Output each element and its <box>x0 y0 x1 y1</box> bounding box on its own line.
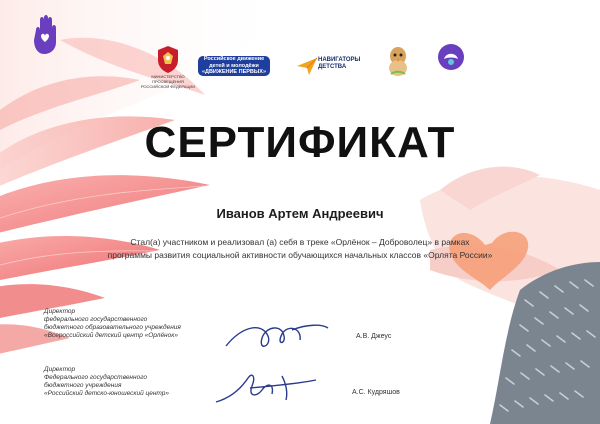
body-line: Стал(а) участником и реализовал (а) себя в треке «Орлёнок – Доброволец» в рамках <box>130 237 470 247</box>
ministry-label: МИНИСТЕРСТВО ПРОСВЕЩЕНИЯ РОССИЙСКОЙ ФЕДЕРАЦИИ <box>140 74 196 89</box>
movement-logo: Российское движение детей и молодёжи «ДВИЖЕНИЕ ПЕРВЫХ» <box>198 56 270 76</box>
program-label-lines <box>424 72 478 77</box>
recipient-name: Иванов Артем Андреевич <box>216 206 384 221</box>
orlyata-program-icon <box>436 42 466 72</box>
volunteer-hand-icon <box>30 14 62 56</box>
orlyata-mascot-icon <box>386 44 410 78</box>
signatory-1-signature <box>222 316 332 356</box>
body-line: программы развития социальной активности обучающихся начальных классов «Орлята России» <box>107 250 493 260</box>
navigators-arrow-icon <box>296 56 318 76</box>
signatory-2-signature <box>212 368 322 408</box>
signatory-2-name: А.С. Кудряшов <box>352 389 400 396</box>
certificate-body <box>60 236 540 262</box>
signatory-1-position: Директор федерального государственного бюджетного образовательного учреждения «Всероссийский детский центр «Орлёнок» <box>44 308 181 339</box>
signatory-1-name: А.В. Джеус <box>356 333 392 340</box>
certificate-title: СЕРТИФИКАТ <box>144 118 456 167</box>
signatory-2-position: Директор Федерального государственного бюджетного учреждения «Российский детско-юношеский центр» <box>44 366 170 397</box>
ministry-emblem-icon <box>154 44 182 74</box>
navigators-label: НАВИГАТОРЫ ДЕТСТВА <box>318 57 361 70</box>
